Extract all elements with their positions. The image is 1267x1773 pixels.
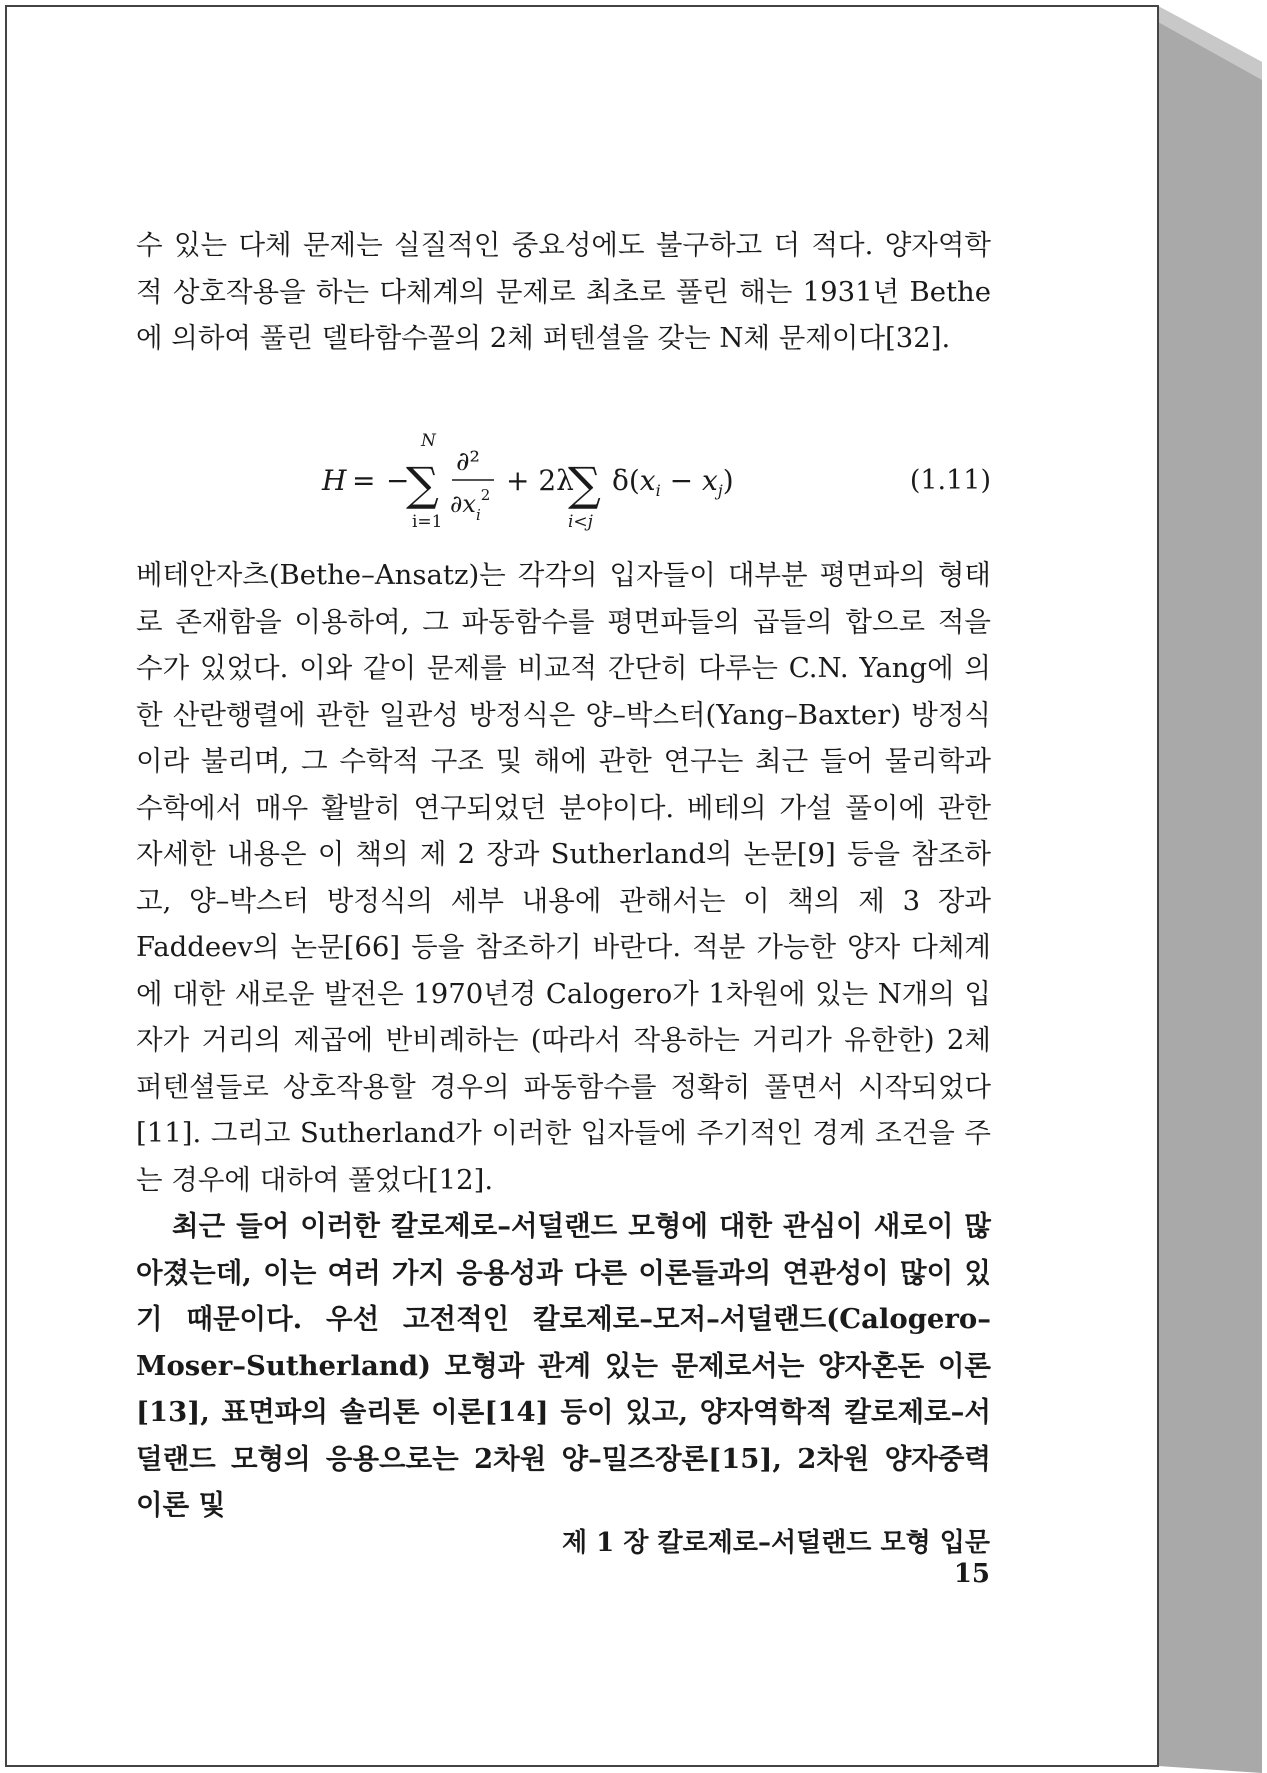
eq-sum-lower: i=1 (412, 512, 443, 532)
svg-text:+ 2λ: + 2λ (506, 464, 574, 497)
eq-sum2-lower: i<j (568, 512, 593, 532)
paragraph-intro: 수 있는 다체 문제는 실질적인 중요성에도 불구하고 더 적다. 양자역학적 상호작용을 하는 다체계의 문제로 최초로 풀린 해는 1931년 Bethe에 의하여 풀린 델타함수꼴의 2체 퍼텐셜을 갖는 N체 문제이다[32]. (136, 229, 991, 354)
body-text-top (136, 222, 991, 362)
eq-sum-upper: N (421, 432, 436, 451)
svg-text:−: − (386, 464, 410, 497)
page-footer (500, 1522, 990, 1589)
svg-text:∂xi2: $\partial x_i^2$ (450, 486, 491, 524)
chapter-title: 제 1 장 칼로제로–서덜랜드 모형 입문 (562, 1528, 990, 1558)
svg-text:∂²: ∂² (456, 447, 480, 477)
page-number: 15 (953, 1559, 990, 1589)
body-text-bottom (136, 552, 991, 1529)
paragraph-recent-interest: 최근 들어 이러한 칼로제로–서덜랜드 모형에 대한 관심이 새로이 많아졌는데, 이는 여러 가지 응용성과 다른 이론들과의 연관성이 많이 있기 때문이다. 우선 고전적인 칼로제로–모저–서덜랜드(Calogero–Moser–Sutherland) 모형과 관계 있는 문제로서는 양자혼돈 이론[13], 표면파의 솔리톤 이론[14] 등이 있고, 양자역학적 칼로제로–서덜랜드 모형의 응용으로는 2차원 양–밀즈장론[15], 2차원 양자중력 이론 및 (136, 1210, 991, 1521)
svg-text:=: = (352, 464, 376, 497)
svg-text:∑: ∑ (568, 457, 601, 511)
equation-1-11 (136, 432, 991, 532)
eq-lhs: H (322, 464, 347, 497)
paragraph-bethe-ansatz: 베테안자츠(Bethe–Ansatz)는 각각의 입자들이 대부분 평면파의 형태로 존재함을 이용하여, 그 파동함수를 평면파들의 곱들의 합으로 적을 수가 있었다. 이와 같이 문제를 비교적 간단히 다루는 C.N. Yang에 의한 산란행렬에 관한 일관성 방정식은 양–박스터(Yang–Baxter) 방정식이라 불리며, 그 수학적 구조 및 해에 관한 연구는 최근 들어 물리학과 수학에서 매우 활발히 연구되었던 분야이다. 베테의 가설 풀이에 관한 자세한 내용은 이 책의 제 2 장과 Sutherland의 논문[9] 등을 참조하고, 양–박스터 방정식의 세부 내용에 관해서는 이 책의 제 3 장과 Faddeev의 논문[66] 등을 참조하기 바란다. 적분 가능한 양자 다체계에 대한 새로운 발전은 1970년경 Calogero가 1차원에 있는 N개의 입자가 거리의 제곱에 반비례하는 (따라서 작용하는 거리가 유한한) 2체 퍼텐셜들로 상호작용할 경우의 파동함수를 정확히 풀면서 시작되었다[11]. 그리고 Sutherland가 이러한 입자들에 주기적인 경계 조건을 주는 경우에 대하여 풀었다[12]. (136, 559, 991, 1196)
svg-text:δ(xi − xj): $\delta(x_i - x_j)$ (612, 464, 734, 500)
equation-formula (136, 432, 836, 532)
equation-number: (1.11) (909, 465, 991, 496)
svg-text:∑: ∑ (406, 457, 439, 511)
